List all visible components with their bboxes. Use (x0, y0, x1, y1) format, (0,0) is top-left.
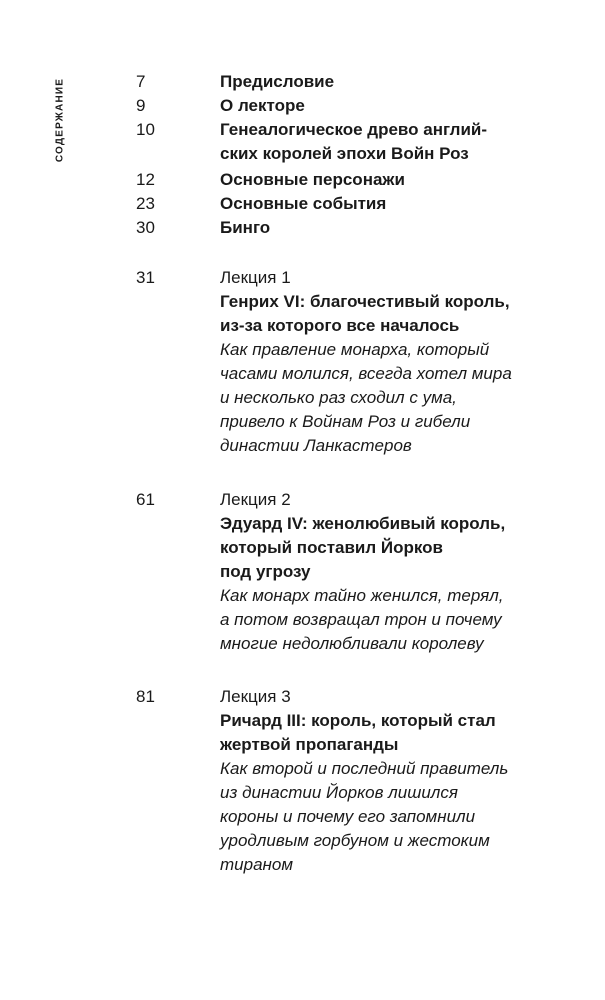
lecture-description-line: привело к Войнам Роз и гибели (220, 412, 471, 431)
lecture-label: Лекция 1 (220, 268, 291, 287)
lecture-description-line: тираном (220, 855, 293, 874)
lecture-description (220, 584, 560, 656)
lecture-title-line: Генрих VI: благочестивый король, (220, 292, 510, 311)
lecture-label: Лекция 3 (220, 687, 291, 706)
lecture-description-line: Как монарх тайно женился, терял, (220, 586, 504, 605)
lecture-description-line: династии Ланкастеров (220, 436, 412, 455)
lecture-description-line: часами молился, всегда хотел мира (220, 364, 512, 383)
page-number: 81 (136, 687, 155, 706)
page-number: 12 (136, 170, 155, 189)
page-number: 23 (136, 194, 155, 213)
lecture-title (220, 512, 560, 584)
lecture-title-line: Ричард III: король, который стал (220, 711, 496, 730)
page-number: 61 (136, 490, 155, 509)
lecture-description-line: уродливым горбуном и жестоким (220, 831, 490, 850)
page-number: 7 (136, 72, 146, 91)
lecture-description-line: и несколько раз сходил с ума, (220, 388, 457, 407)
lecture-title (220, 709, 560, 757)
section-label-contents: СОДЕРЖАНИЕ (54, 77, 66, 163)
entry-title: Основные события (220, 194, 387, 213)
lecture-title-line: жертвой пропаганды (220, 735, 399, 754)
lecture-description (220, 757, 560, 877)
lecture-label: Лекция 2 (220, 490, 291, 509)
lecture-description-line: многие недолюбливали королеву (220, 634, 484, 653)
lecture-description-line: Как второй и последний правитель (220, 759, 509, 778)
lecture-title-line: из-за которого все началось (220, 316, 460, 335)
page-number: 9 (136, 96, 146, 115)
page-number: 10 (136, 120, 155, 139)
entry-title-line: ских королей эпохи Войн Роз (220, 144, 469, 163)
lecture-title-line: Эдуард IV: женолюбивый король, (220, 514, 506, 533)
entry-title: Бинго (220, 218, 271, 237)
lecture-description-line: короны и почему его запомнили (220, 807, 476, 826)
lecture-title-line: который поставил Йорков (220, 538, 444, 557)
lecture-description-line: Как правление монарха, который (220, 340, 490, 359)
lecture-description-line: а потом возвращал трон и почему (220, 610, 502, 629)
entry-title: Основные персонажи (220, 170, 405, 189)
lecture-title-line: под угрозу (220, 562, 311, 581)
lecture-description-line: из династии Йорков лишился (220, 783, 458, 802)
entry-title: О лекторе (220, 96, 305, 115)
entry-title-line: Генеалогическое древо англий- (220, 120, 488, 139)
lecture-description (220, 338, 560, 458)
page-number: 31 (136, 268, 155, 287)
entry-title: Предисловие (220, 72, 335, 91)
lecture-title (220, 290, 560, 338)
page-number: 30 (136, 218, 155, 237)
